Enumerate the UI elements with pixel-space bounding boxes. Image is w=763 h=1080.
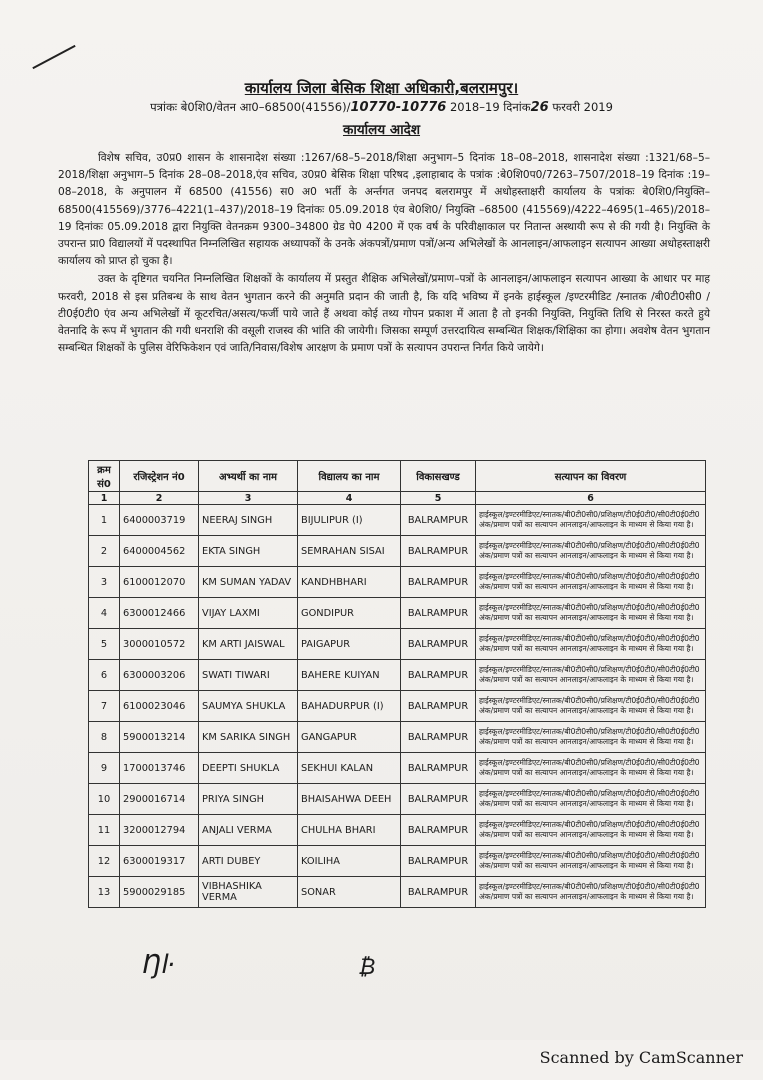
- row-verification: हाईस्कूल/इण्टरमीडिएट/स्नातक/बी0टी0सी0/प्रशिक्षण/टी0ई0टी0/सी0टी0ई0टी0 अंक/प्रमाण पत्रों का सत्यापन आनलाइन/आफलाइन के माध्यम से किया गया है।: [476, 629, 706, 660]
- row-candidate-name: EKTA SINGH: [199, 536, 298, 567]
- header-verification: सत्यापन का विवरण: [476, 461, 706, 492]
- signature-1: Ŋŀ: [142, 950, 169, 980]
- row-verification: हाईस्कूल/इण्टरमीडिएट/स्नातक/बी0टी0सी0/प्रशिक्षण/टी0ई0टी0/सी0टी0ई0टी0 अंक/प्रमाण पत्रों का सत्यापन आनलाइन/आफलाइन के माध्यम से किया गया है।: [476, 505, 706, 536]
- table-row: [89, 753, 706, 784]
- row-candidate-name: DEEPTI SHUKLA: [199, 753, 298, 784]
- row-candidate-name: KM ARTI JAISWAL: [199, 629, 298, 660]
- row-sn: 9: [89, 753, 120, 784]
- ref-handwritten-number: 10770-10776: [350, 100, 447, 115]
- row-school-name: KOILIHA: [298, 846, 401, 877]
- row-school-name: BHAISAHWA DEEH: [298, 784, 401, 815]
- col-number: 5: [401, 492, 476, 505]
- table-row: [89, 691, 706, 722]
- row-school-name: CHULHA BHARI: [298, 815, 401, 846]
- ref-prefix: पत्रांकः बे0शि0/वेतन आ0–68500(41556)/: [150, 100, 351, 114]
- row-school-name: PAIGAPUR: [298, 629, 401, 660]
- row-registration: 2900016714: [120, 784, 199, 815]
- row-candidate-name: VIJAY LAXMI: [199, 598, 298, 629]
- row-school-name: SEMRAHAN SISAI: [298, 536, 401, 567]
- table-row: [89, 846, 706, 877]
- row-school-name: GANGAPUR: [298, 722, 401, 753]
- pen-stroke-mark: [32, 45, 75, 69]
- row-block: BALRAMPUR: [401, 505, 476, 536]
- table-row: [89, 505, 706, 536]
- row-verification: हाईस्कूल/इण्टरमीडिएट/स्नातक/बी0टी0सी0/प्रशिक्षण/टी0ई0टी0/सी0टी0ई0टी0 अंक/प्रमाण पत्रों का सत्यापन आनलाइन/आफलाइन के माध्यम से किया गया है।: [476, 567, 706, 598]
- row-sn: 4: [89, 598, 120, 629]
- header-block: विकासखण्ड: [401, 461, 476, 492]
- row-block: BALRAMPUR: [401, 691, 476, 722]
- row-verification: हाईस्कूल/इण्टरमीडिएट/स्नातक/बी0टी0सी0/प्रशिक्षण/टी0ई0टी0/सी0टी0ई0टी0 अंक/प्रमाण पत्रों का सत्यापन आनलाइन/आफलाइन के माध्यम से किया गया है।: [476, 691, 706, 722]
- row-sn: 1: [89, 505, 120, 536]
- row-sn: 10: [89, 784, 120, 815]
- order-subtitle: कार्यालय आदेश: [342, 122, 421, 138]
- row-block: BALRAMPUR: [401, 815, 476, 846]
- row-sn: 12: [89, 846, 120, 877]
- row-candidate-name: ANJALI VERMA: [199, 815, 298, 846]
- row-sn: 2: [89, 536, 120, 567]
- row-registration: 6300003206: [120, 660, 199, 691]
- row-verification: हाईस्कूल/इण्टरमीडिएट/स्नातक/बी0टी0सी0/प्रशिक्षण/टी0ई0टी0/सी0टी0ई0टी0 अंक/प्रमाण पत्रों का सत्यापन आनलाइन/आफलाइन के माध्यम से किया गया है।: [476, 753, 706, 784]
- table-row: [89, 629, 706, 660]
- row-candidate-name: KM SARIKA SINGH: [199, 722, 298, 753]
- col-number: 2: [120, 492, 199, 505]
- row-block: BALRAMPUR: [401, 846, 476, 877]
- table-row: [89, 784, 706, 815]
- row-verification: हाईस्कूल/इण्टरमीडिएट/स्नातक/बी0टी0सी0/प्रशिक्षण/टी0ई0टी0/सी0टी0ई0टी0 अंक/प्रमाण पत्रों का सत्यापन आनलाइन/आफलाइन के माध्यम से किया गया है।: [476, 536, 706, 567]
- row-registration: 3000010572: [120, 629, 199, 660]
- ref-handwritten-date: 26: [530, 100, 549, 115]
- row-registration: 6400003719: [120, 505, 199, 536]
- header-sn: क्रम सं0: [89, 461, 120, 492]
- col-number: 6: [476, 492, 706, 505]
- row-registration: 6100023046: [120, 691, 199, 722]
- row-block: BALRAMPUR: [401, 722, 476, 753]
- col-number: 4: [298, 492, 401, 505]
- order-body: [58, 150, 710, 358]
- row-school-name: SEKHUI KALAN: [298, 753, 401, 784]
- table-row: [89, 567, 706, 598]
- row-school-name: BIJULIPUR (I): [298, 505, 401, 536]
- row-candidate-name: PRIYA SINGH: [199, 784, 298, 815]
- signature-2: ₿: [358, 955, 376, 980]
- row-block: BALRAMPUR: [401, 753, 476, 784]
- reference-line: [0, 100, 763, 115]
- office-title: कार्यालय जिला बेसिक शिक्षा अधिकारी,बलरामपुर।: [244, 79, 519, 97]
- row-block: BALRAMPUR: [401, 567, 476, 598]
- row-verification: हाईस्कूल/इण्टरमीडिएट/स्नातक/बी0टी0सी0/प्रशिक्षण/टी0ई0टी0/सी0टी0ई0टी0 अंक/प्रमाण पत्रों का सत्यापन आनलाइन/आफलाइन के माध्यम से किया गया है।: [476, 877, 706, 908]
- ref-month: फरवरी 2019: [552, 100, 613, 114]
- row-block: BALRAMPUR: [401, 598, 476, 629]
- row-registration: 5900013214: [120, 722, 199, 753]
- row-sn: 7: [89, 691, 120, 722]
- row-registration: 6100012070: [120, 567, 199, 598]
- row-sn: 3: [89, 567, 120, 598]
- row-registration: 6400004562: [120, 536, 199, 567]
- col-number: 1: [89, 492, 120, 505]
- row-block: BALRAMPUR: [401, 784, 476, 815]
- table-row: [89, 877, 706, 908]
- col-number: 3: [199, 492, 298, 505]
- scanner-watermark: Scanned by CamScanner: [539, 1048, 743, 1067]
- row-block: BALRAMPUR: [401, 629, 476, 660]
- row-school-name: BAHADURPUR (I): [298, 691, 401, 722]
- row-verification: हाईस्कूल/इण्टरमीडिएट/स्नातक/बी0टी0सी0/प्रशिक्षण/टी0ई0टी0/सी0टी0ई0टी0 अंक/प्रमाण पत्रों का सत्यापन आनलाइन/आफलाइन के माध्यम से किया गया है।: [476, 846, 706, 877]
- row-school-name: KANDHBHARI: [298, 567, 401, 598]
- row-candidate-name: SWATI TIWARI: [199, 660, 298, 691]
- table-row: [89, 722, 706, 753]
- row-candidate-name: ARTI DUBEY: [199, 846, 298, 877]
- row-candidate-name: SAUMYA SHUKLA: [199, 691, 298, 722]
- row-block: BALRAMPUR: [401, 536, 476, 567]
- header-school-name: विद्यालय का नाम: [298, 461, 401, 492]
- header-registration: रजिस्ट्रेशन नं0: [120, 461, 199, 492]
- table-row: [89, 536, 706, 567]
- row-verification: हाईस्कूल/इण्टरमीडिएट/स्नातक/बी0टी0सी0/प्रशिक्षण/टी0ई0टी0/सी0टी0ई0टी0 अंक/प्रमाण पत्रों का सत्यापन आनलाइन/आफलाइन के माध्यम से किया गया है।: [476, 784, 706, 815]
- row-candidate-name: VIBHASHIKA VERMA: [199, 877, 298, 908]
- paragraph-1: विशेष सचिव, उ0प्र0 शासन के शासनादेश संख्या :1267/68–5–2018/शिक्षा अनुभाग–5 दिनांक 18–08–2018, शासनादेश संख्या :1321/68–5–2018/शिक्षा अनुभाग–5 दिनांक 28–08–2018,एंव सचिव, उ0प्र0 बेसिक शिक्षा परिषद ,इलाहाबाद के पत्रांक :बे0शि0प0/7263–7507/2018–19 दिनांक :19–08–2018, के अनुपालन में 68500 (41556) स0 अ0 भर्ती के अर्न्तगत जनपद बलरामपुर में अधोहस्ताक्षरी कार्यालय के पत्रांकः बे0शि0/नियुक्ति–68500(415569)/3776–4221(1–437)/2018–19 दिनांकः 05.09.2018 एंव बे0शि0/ नियुक्ति –68500 (415569)/4222–4695(1–465)/2018–19 दिनांकः 05.09.2018 द्वारा नियुक्ति वेतनक्रम 9300–34800 ग्रेड पे0 4200 में एक वर्ष के परिवीक्षाकाल पर नितान्त अस्थायी रूप से की गयी है। नियुक्ति के उपरान्त प्रा0 विद्यालयों में पदस्थापित निम्नलिखित सहायक अध्यापकों के उनके अंकपत्रों/प्रमाण पत्रों/अन्य अभिलेखों के आनलाइन/आफलाइन सत्यापन आख्या अधोहस्ताक्षरी कार्यालय को प्राप्त हो चुका है।: [58, 152, 710, 268]
- row-registration: 1700013746: [120, 753, 199, 784]
- row-candidate-name: NEERAJ SINGH: [199, 505, 298, 536]
- row-sn: 6: [89, 660, 120, 691]
- row-registration: 6300019317: [120, 846, 199, 877]
- row-candidate-name: KM SUMAN YADAV: [199, 567, 298, 598]
- row-verification: हाईस्कूल/इण्टरमीडिएट/स्नातक/बी0टी0सी0/प्रशिक्षण/टी0ई0टी0/सी0टी0ई0टी0 अंक/प्रमाण पत्रों का सत्यापन आनलाइन/आफलाइन के माध्यम से किया गया है।: [476, 815, 706, 846]
- row-sn: 13: [89, 877, 120, 908]
- teachers-table: [88, 460, 706, 908]
- table-header-row: [89, 461, 706, 492]
- row-sn: 11: [89, 815, 120, 846]
- row-registration: 6300012466: [120, 598, 199, 629]
- row-registration: 5900029185: [120, 877, 199, 908]
- table-body: [89, 505, 706, 908]
- table-row: [89, 815, 706, 846]
- row-verification: हाईस्कूल/इण्टरमीडिएट/स्नातक/बी0टी0सी0/प्रशिक्षण/टी0ई0टी0/सी0टी0ई0टी0 अंक/प्रमाण पत्रों का सत्यापन आनलाइन/आफलाइन के माध्यम से किया गया है।: [476, 722, 706, 753]
- row-school-name: GONDIPUR: [298, 598, 401, 629]
- table-row: [89, 660, 706, 691]
- row-registration: 3200012794: [120, 815, 199, 846]
- row-verification: हाईस्कूल/इण्टरमीडिएट/स्नातक/बी0टी0सी0/प्रशिक्षण/टी0ई0टी0/सी0टी0ई0टी0 अंक/प्रमाण पत्रों का सत्यापन आनलाइन/आफलाइन के माध्यम से किया गया है।: [476, 598, 706, 629]
- row-school-name: BAHERE KUIYAN: [298, 660, 401, 691]
- paragraph-2: उक्त के दृष्टिगत चयनित निम्नलिखित शिक्षकों के कार्यालय में प्रस्तुत शैक्षिक अभिलेखों/प्रमाण–पत्रों के आनलाइन/आफलाइन सत्यापन आख्या के आधार पर माह फरवरी, 2018 से इस प्रतिबन्ध के साथ वेतन भुगतान करने की अनुमति प्रदान की जाती है, कि यदि भविष्य में इनके हाईस्कूल /इण्टरमीडिट /स्नातक /बी0टी0सी0 /टी0ई0टी0 एंव अन्य अभिलेखों में कूटरचित/असत्य/फर्जी पाये जाते हैं अथवा कोई तथ्य गोपन प्रकाश में आता है तो इनकी नियुक्ति, नियुक्ति तिथि से निरस्त करते हुये वेतनादि के रूप में भुगतान की गयी धनराशि की वसूली राजस्व की भांति की जायेगी। जिसका सम्पूर्ण उत्तरदायित्व सम्बन्धित शिक्षक/शिक्षिका का होगा। अवशेष वेतन भुगतान सम्बन्धित शिक्षकों के पुलिस वेरिफिकेशन एवं जाति/निवास/विशेष आरक्षण के प्रमाण पत्रों के सत्यापन उपरान्त निर्गत किये जायेगे।: [58, 273, 710, 355]
- row-block: BALRAMPUR: [401, 877, 476, 908]
- ref-year: 2018–19 दिनांक: [449, 100, 531, 114]
- row-sn: 5: [89, 629, 120, 660]
- table-row: [89, 598, 706, 629]
- header-candidate-name: अभ्यर्थी का नाम: [199, 461, 298, 492]
- row-block: BALRAMPUR: [401, 660, 476, 691]
- row-school-name: SONAR: [298, 877, 401, 908]
- row-verification: हाईस्कूल/इण्टरमीडिएट/स्नातक/बी0टी0सी0/प्रशिक्षण/टी0ई0टी0/सी0टी0ई0टी0 अंक/प्रमाण पत्रों का सत्यापन आनलाइन/आफलाइन के माध्यम से किया गया है।: [476, 660, 706, 691]
- column-number-row: [89, 492, 706, 505]
- row-sn: 8: [89, 722, 120, 753]
